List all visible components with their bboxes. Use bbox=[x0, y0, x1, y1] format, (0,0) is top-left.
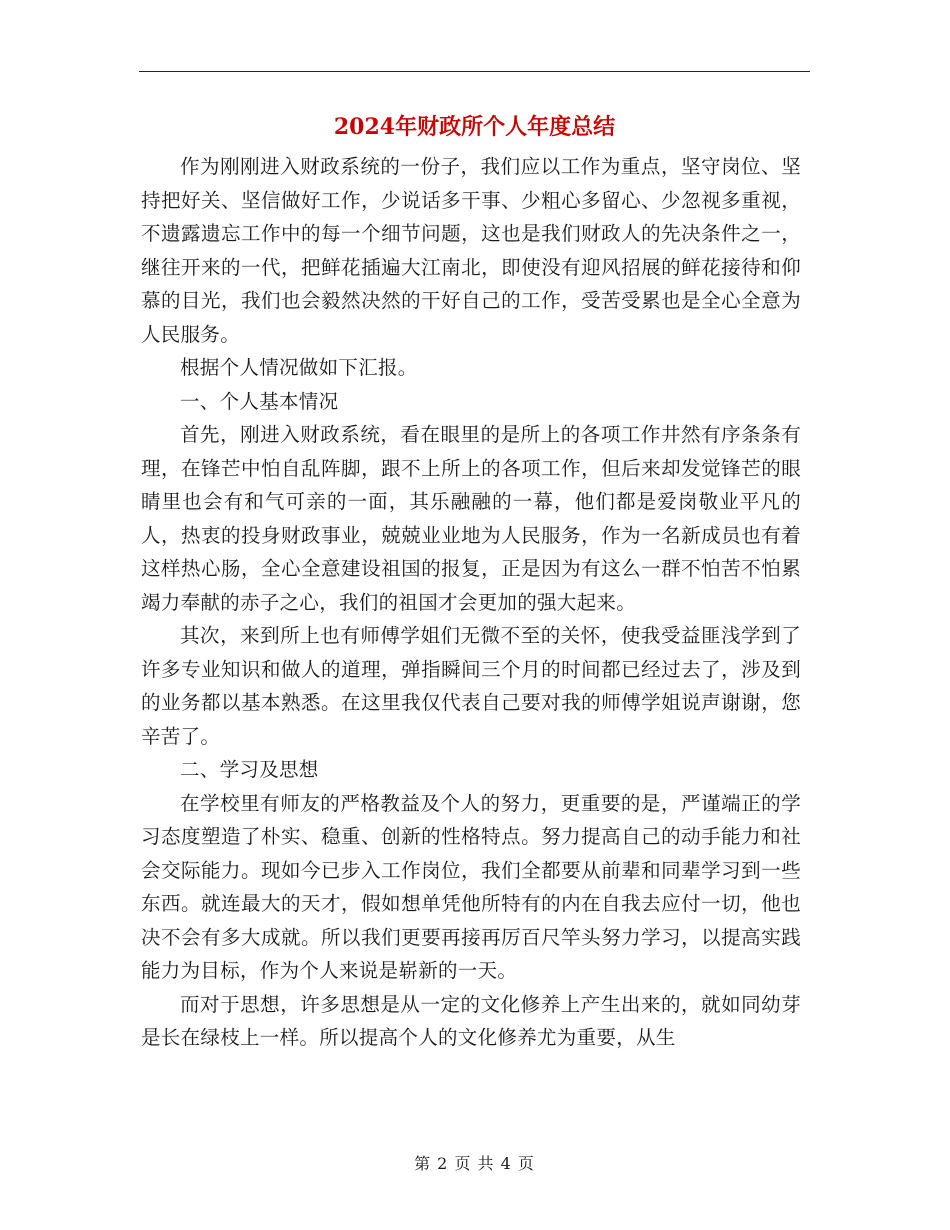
paragraph-thought: 而对于思想，许多思想是从一定的文化修养上产生出来的，就如同幼芽是长在绿枝上一样。所以提高个人的文化修养尤为重要，从生 bbox=[141, 992, 801, 1049]
page-number: 第 2 页 共 4 页 bbox=[414, 1154, 535, 1173]
document-body bbox=[141, 150, 801, 1055]
section-heading-basic-info: 一、个人基本情况 bbox=[180, 389, 339, 413]
paragraph-report-lead: 根据个人情况做如下汇报。 bbox=[180, 356, 418, 379]
section-heading-study-thought: 二、学习及思想 bbox=[180, 758, 319, 781]
paragraph-study: 在学校里有师友的严格教益及个人的努力，更重要的是，严谨端正的学习态度塑造了朴实、稳重、创新的性格特点。努力提高自己的动手能力和社会交际能力。现如今已步入工作岗位，我们全都要从前辈和同辈学习到一些东西。就连最大的天才，假如想单凭他所特有的内在自我去应付一切，他也决不会有多大成就。所以我们更要再接再厉百尺竿头努力学习，以提高实践能力为目标，作为个人来说是崭新的一天。 bbox=[141, 791, 801, 982]
paragraph-first: 首先，刚进入财政系统，看在眼里的是所上的各项工作井然有序条条有理，在锋芒中怕自乱阵脚，跟不上所上的各项工作，但后来却发觉锋芒的眼睛里也会有和气可亲的一面，其乐融融的一幕，他们都是爱岗敬业平凡的人，热衷的投身财政事业，兢兢业业地为人民服务，作为一名新成员也有着这样热心肠，全心全意建设祖国的报复，正是因为有这么一群不怕苦不怕累竭力奉献的赤子之心，我们的祖国才会更加的强大起来。 bbox=[141, 423, 801, 614]
paragraph-intro: 作为刚刚进入财政系统的一份子，我们应以工作为重点，坚守岗位、坚持把好关、坚信做好工作，少说话多干事、少粗心多留心、少忽视多重视，不遗露遗忘工作中的每一个细节问题，这也是我们财政人的先决条件之一，继往开来的一代，把鲜花插遍大江南北，即使没有迎风招展的鲜花接待和仰慕的目光，我们也会毅然决然的干好自己的工作，受苦受累也是全心全意为人民服务。 bbox=[141, 155, 801, 346]
document-title: 2024年财政所个人年度总结 bbox=[333, 114, 616, 140]
header-rule bbox=[139, 71, 810, 72]
paragraph-second: 其次，来到所上也有师傅学姐们无微不至的关怀，使我受益匪浅学到了许多专业知识和做人的道理，弹指瞬间三个月的时间都已经过去了，涉及到的业务都以基本熟悉。在这里我仅代表自己要对我的师傅学姐说声谢谢，您辛苦了。 bbox=[141, 624, 801, 748]
